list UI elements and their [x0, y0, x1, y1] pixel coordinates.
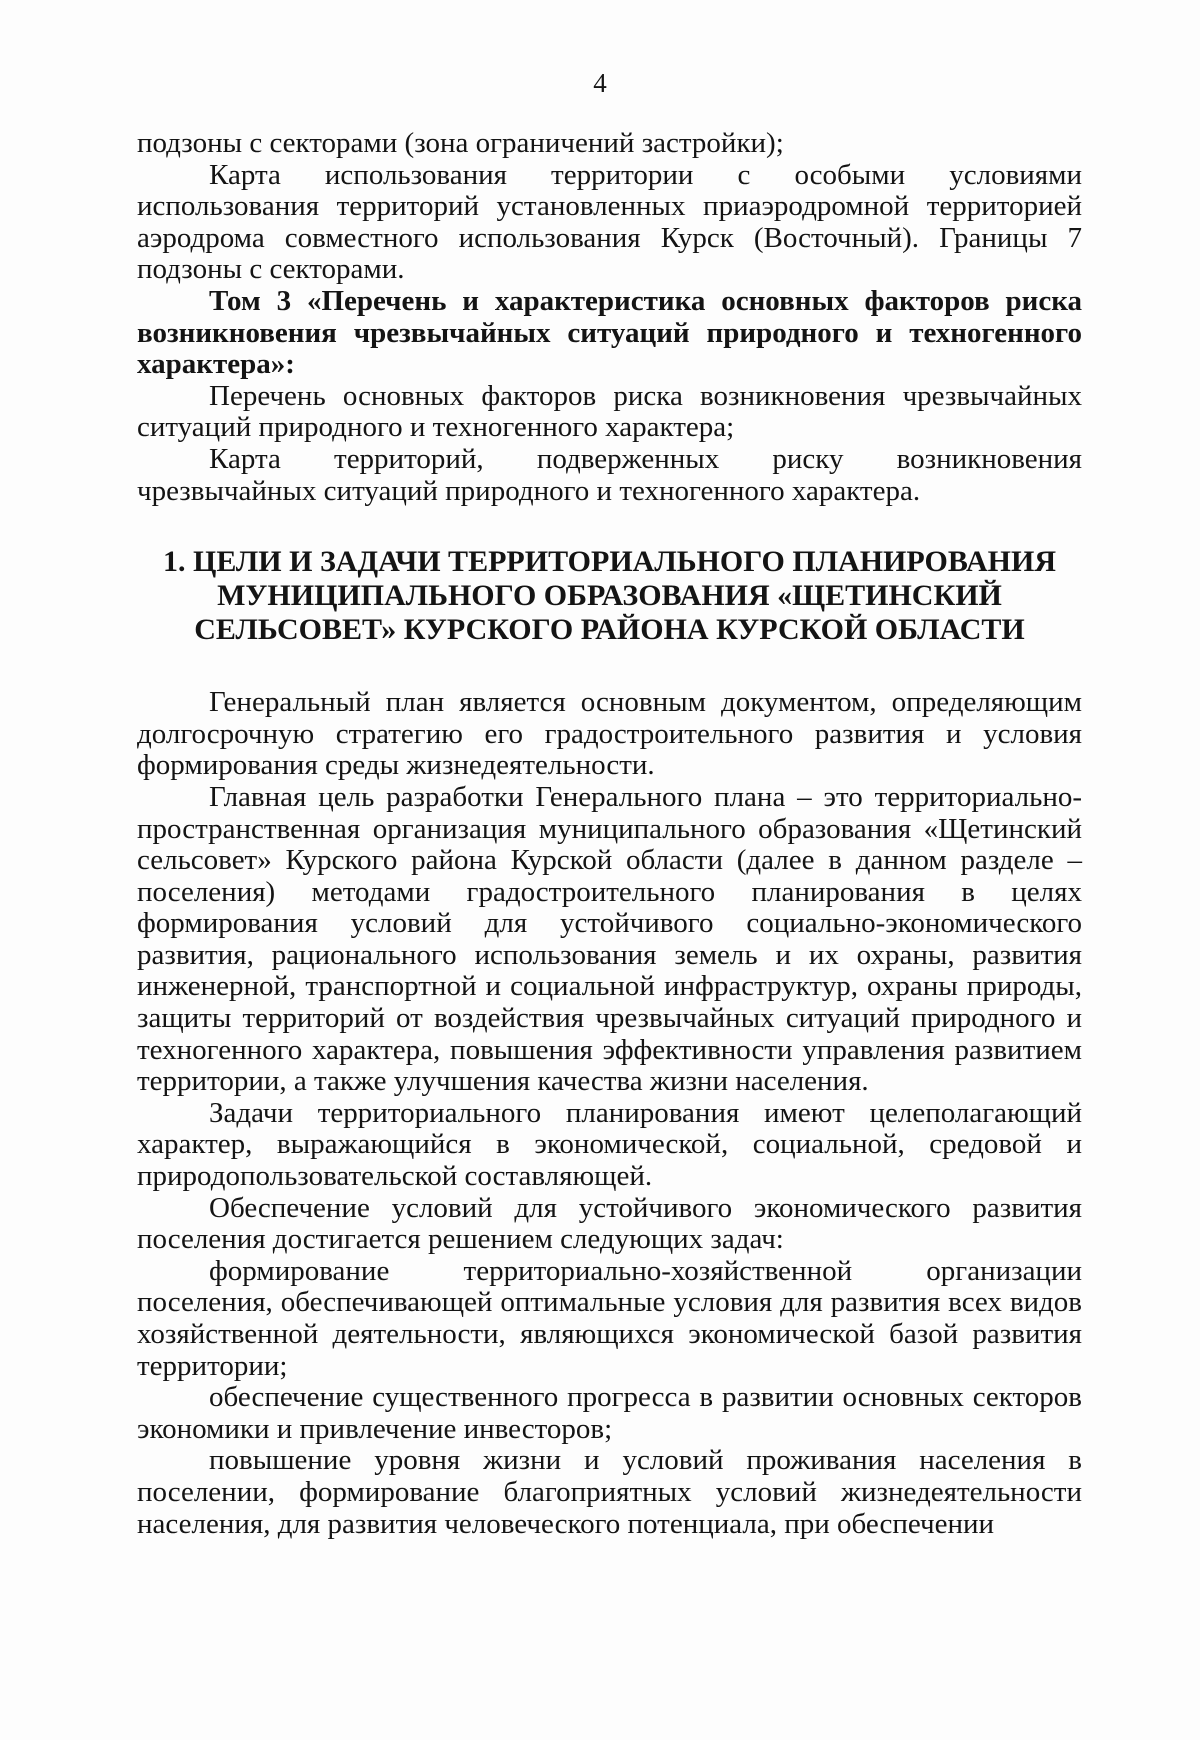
section-1-heading — [137, 545, 1082, 647]
paragraph-section-1-7: повышение уровня жизни и условий проживания населения в поселении, формирование благоприятных условий жизнедеятельности населения, для развития человеческого потенциала, при обеспечении — [137, 1444, 1082, 1540]
paragraph-section-1-5: формирование территориально-хозяйственной организации поселения, обеспечивающей оптимальные условия для развития всех видов хозяйственной деятельности, являющихся экономической базой развития территории; — [137, 1254, 1082, 1382]
section-1-heading-line-3: СЕЛЬСОВЕТ» КУРСКОГО РАЙОНА КУРСКОЙ ОБЛАСТИ — [194, 613, 1025, 647]
section-1-heading-line-2: МУНИЦИПАЛЬНОГО ОБРАЗОВАНИЯ «ЩЕТИНСКИЙ — [217, 579, 1002, 613]
page-number: 4 — [593, 68, 607, 98]
paragraph-intro-3: Перечень основных факторов риска возникновения чрезвычайных ситуаций природного и техногенного характера; — [137, 379, 1082, 444]
volume-3-heading: Том 3 «Перечень и характеристика основных факторов риска возникновения чрезвычайных ситуаций природного и техногенного характера»: — [137, 284, 1082, 381]
paragraph-intro-1: подзоны с секторами (зона ограничений застройки); — [137, 127, 784, 159]
paragraph-intro-2: Карта использования территории с особыми условиями использования территорий установленных приаэродромной территорией аэродрома совместного использования Курск (Восточный). Границы 7 подзоны с секторами. — [137, 158, 1082, 286]
page-body — [137, 128, 1082, 1540]
paragraph-section-1-6: обеспечение существенного прогресса в развитии основных секторов экономики и привлечение инвесторов; — [137, 1381, 1082, 1445]
paragraph-intro-4: Карта территорий, подверженных риску возникновения чрезвычайных ситуаций природного и техногенного характера. — [137, 442, 1082, 507]
paragraph-section-1-4: Обеспечение условий для устойчивого экономического развития поселения достигается решением следующих задач: — [137, 1191, 1082, 1256]
section-1-heading-line-1: 1. ЦЕЛИ И ЗАДАЧИ ТЕРРИТОРИАЛЬНОГО ПЛАНИРОВАНИЯ — [162, 545, 1056, 579]
paragraph-section-1-3: Задачи территориального планирования имеют целеполагающий характер, выражающийся в экономической, социальной, средовой и природопользовательской составляющей. — [137, 1096, 1082, 1193]
paragraph-section-1-2: Главная цель разработки Генерального плана – это территориально-пространственная организация муниципального образования «Щетинский сельсовет» Курского района Курской области (далее в данном разделе – поселения) методами градостроительного планирования в целях формирования условий для устойчивого социально-экономического развития, рационального использования земель и их охраны, развития инженерной, транспортной и социальной инфраструктур, охраны природы, защиты территорий от воздействия чрезвычайных ситуаций природного и техногенного характера, повышения эффективности управления развитием территории, а также улучшения качества жизни населения. — [137, 780, 1082, 1098]
paragraph-section-1-1: Генеральный план является основным документом, определяющим долгосрочную стратегию его градостроительного развития и условия формирования среды жизнедеятельности. — [137, 686, 1082, 782]
